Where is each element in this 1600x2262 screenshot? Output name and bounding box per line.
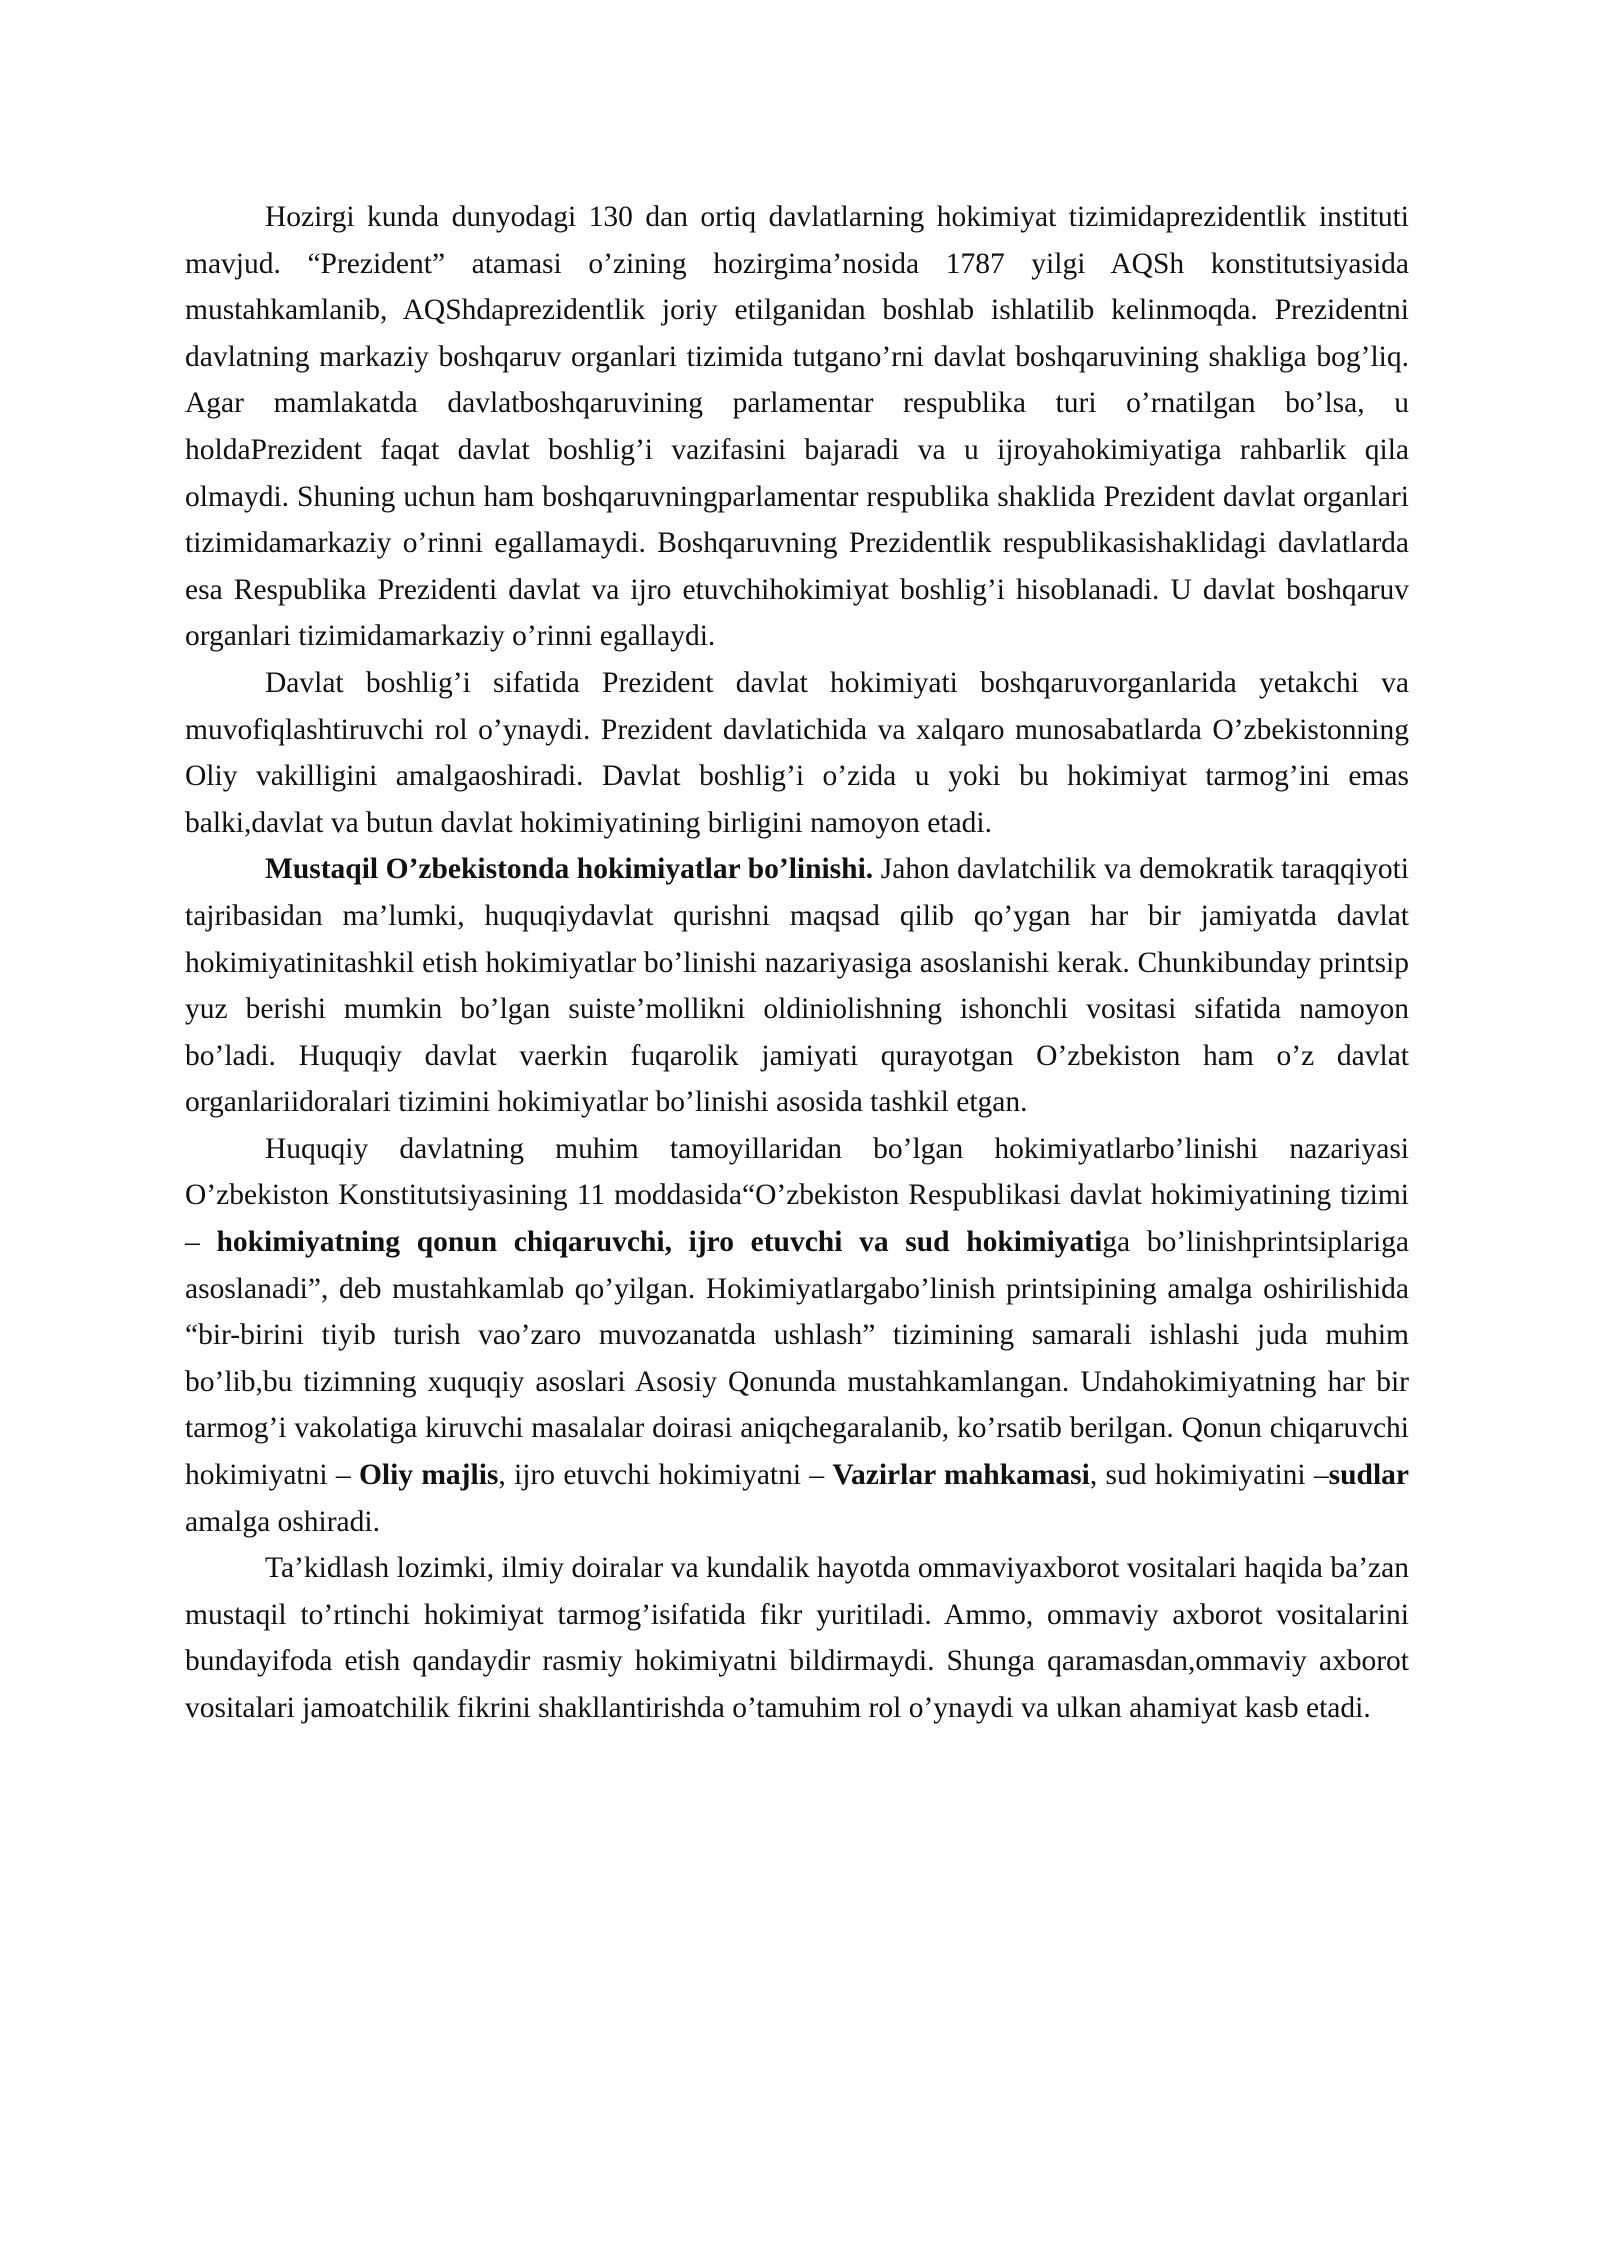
bold-term-branches-of-power: hokimiyatning qonun chiqaruvchi, ijro etuvchi va sud hokimiyati [216,1226,1103,1259]
paragraph-constitution-article-11 [185,1126,1409,1545]
paragraph-text: Davlat boshlig’i sifatida Prezident davlat hokimiyati boshqaruvorganlarida yetakchi va muvofiqlashtiruvchi rol o’ynaydi. Prezident davlatichida va xalqaro munosabatlarda O’zbekistonning Oliy vakilligini amalgaoshiradi. Davlat boshlig’i o’zida u yoki bu hokimiyat tarmog’ini emas balki,davlat va butun davlat hokimiyatining birligini namoyon etadi. [185,666,1409,839]
paragraph-text: Jahon davlatchilik va demokratik taraqqiyoti tajribasidan ma’lumki, huquqiydavlat qurishni maqsad qilib qo’ygan har bir jamiyatda davlat hokimiyatinitashkil etish hokimiyatlar bo’linishi nazariyasiga asoslanishi kerak. Chunkibunday printsip yuz berishi mumkin bo’lgan suiste’mollikni oldiniolishning ishonchli vositasi sifatida namoyon bo’ladi. Huquqiy davlat vaerkin fuqarolik jamiyati qurayotgan O’zbekiston ham o’z davlat organlariidoralari tizimini hokimiyatlar bo’linishi asosida tashkil etgan. [185,853,1410,1119]
paragraph-text: Ta’kidlash lozimki, ilmiy doiralar va kundalik hayotda ommaviyaxborot vositalari haqida ba’zan mustaqil to’rtinchi hokimiyat tarmog’isifatida fikr yuritiladi. Ammo, ommaviy axborot vositalarini bundayifoda etish qandaydir rasmiy hokimiyatni bildirmaydi. Shunga qaramasdan,ommaviy axborot vositalari jamoatchilik fikrini shakllantirishda o’tamuhim rol o’ynaydi va ulkan ahamiyat kasb etadi. [185,1552,1409,1724]
document-body [185,194,1409,1732]
paragraph-text: ga bo’linishprintsiplariga asoslanadi”, deb mustahkamlab qo’yilgan. Hokimiyatlargabo’linish printsipining amalga oshirilishida “bir-birini tiyib turish vao’zaro muvozanatda ushlash” tizimining samarali ishlashi juda muhim bo’lib,bu tizimning xuquqiy asoslari Asosiy Qonunda mustahkamlangan. Undahokimiyatning har bir tarmog’i vakolatiga kiruvchi masalalar doirasi aniqchegaralanib, ko’rsatib berilgan. Qonun chiqaruvchi hokimiyatni – [185,1226,1410,1492]
paragraph-mass-media [185,1545,1409,1731]
paragraph-president-institution [185,194,1409,660]
paragraph-text: , ijro etuvchi hokimiyatni – [498,1459,833,1492]
bold-term-vazirlar-mahkamasi: Vazirlar mahkamasi [832,1459,1090,1492]
paragraph-text: Hozirgi kunda dunyodagi 130 dan ortiq davlatlarning hokimiyat tizimidaprezidentlik instituti mavjud. “Prezident” atamasi o’zining hozirgima’nosida 1787 yilgi AQSh konstitutsiyasida mustahkamlanib, AQShdaprezidentlik joriy etilganidan boshlab ishlatilib kelinmoqda. Prezidentni davlatning markaziy boshqaruv organlari tizimida tutgano’rni davlat boshqaruvining shakliga bog’liq. Agar mamlakatda davlatboshqaruvining parlamentar respublika turi o’rnatilgan bo’lsa, u holdaPrezident faqat davlat boshlig’i vazifasini bajaradi va u ijroyahokimiyatiga rahbarlik qila olmaydi. Shuning uchun ham boshqaruvningparlamentar respublika shaklida Prezident davlat organlari tizimidamarkaziy o’rinni egallamaydi. Boshqaruvning Prezidentlik respublikasishaklidagi davlatlarda esa Respublika Prezidenti davlat va ijro etuvchihokimiyat boshlig’i hisoblanadi. U davlat boshqaruv organlari tizimidamarkaziy o’rinni egallaydi. [185,201,1409,653]
bold-term-sudlar: sudlar [1328,1459,1410,1492]
paragraph-text: amalga oshiradi. [185,1505,380,1538]
paragraph-head-of-state-role [185,660,1409,846]
paragraph-text: , sud hokimiyatini – [1089,1459,1329,1492]
bold-term-oliy-majlis: Oliy majlis [358,1459,499,1492]
section-heading: Mustaqil O’zbekistonda hokimiyatlar bo’linishi. [265,853,874,886]
paragraph-separation-of-powers [185,846,1409,1126]
paragraph-text: Huquqiy davlatning muhim tamoyillaridan bo’lgan hokimiyatlarbo’linishi nazariyasi O’zbekiston Konstitutsiyasining 11 moddasida“O’zbekiston Respublikasi davlat hokimiyatining tizimi – [185,1132,1409,1259]
